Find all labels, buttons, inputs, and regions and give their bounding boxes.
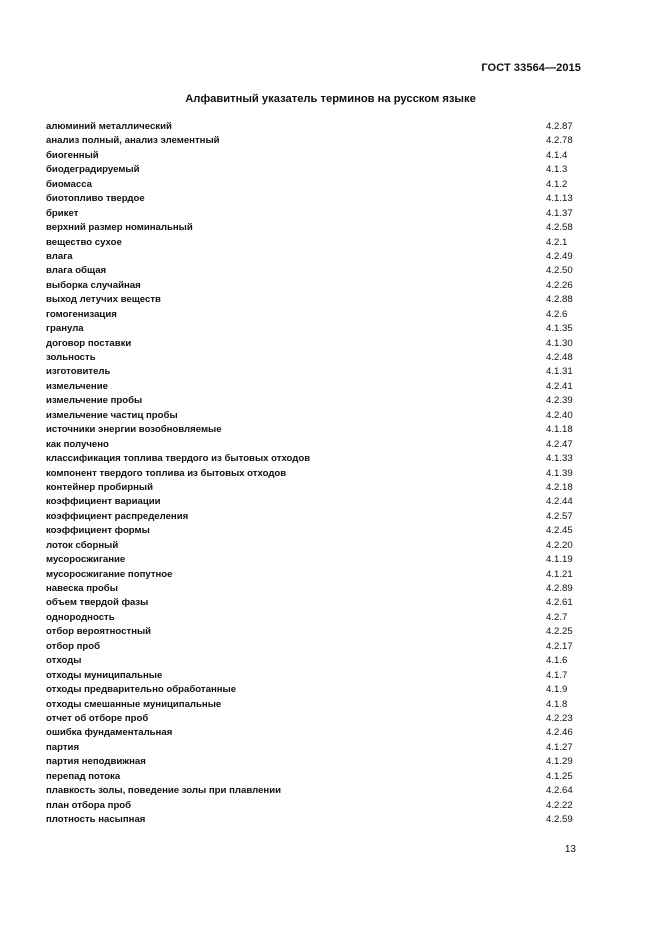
index-term: отходы смешанные муниципальные xyxy=(46,698,222,710)
index-entry xyxy=(46,365,578,379)
index-entry xyxy=(46,250,578,264)
index-reference: 4.2.44 xyxy=(546,496,573,508)
page-number: 13 xyxy=(564,844,576,855)
index-entry xyxy=(46,698,578,712)
index-term: выборка случайная xyxy=(46,279,141,291)
index-reference: 4.2.57 xyxy=(546,510,573,522)
index-entry xyxy=(46,726,578,740)
index-reference: 4.1.31 xyxy=(546,366,573,378)
index-term: план отбора проб xyxy=(46,799,132,811)
index-entry xyxy=(46,741,578,755)
index-title: Алфавитный указатель терминов на русском языке xyxy=(185,93,476,105)
index-term: партия xyxy=(46,741,80,753)
index-term: навеска пробы xyxy=(46,583,118,594)
index-entry xyxy=(46,134,578,148)
index-term: коэффициент вариации xyxy=(46,496,161,508)
index-reference: 4.2.22 xyxy=(546,799,573,811)
index-reference: 4.2.47 xyxy=(546,438,573,450)
index-entry xyxy=(46,394,578,408)
index-term: гомогенизация xyxy=(46,308,117,320)
index-entry xyxy=(46,192,578,206)
index-reference: 4.1.13 xyxy=(546,193,573,205)
index-entry xyxy=(46,524,578,538)
index-entry xyxy=(46,654,578,668)
index-reference: 4.2.17 xyxy=(546,640,573,652)
index-reference: 4.1.6 xyxy=(546,655,568,667)
index-entry xyxy=(46,481,578,495)
index-term: биодеградируемый xyxy=(46,164,140,176)
index-term: отходы xyxy=(46,655,82,667)
index-term: лоток сборный xyxy=(46,539,119,551)
index-entry xyxy=(46,640,578,654)
index-term: биотопливо твердое xyxy=(46,193,145,205)
index-entry xyxy=(46,293,578,307)
index-term: зольность xyxy=(46,352,96,363)
index-entry xyxy=(46,351,578,365)
index-term: биогенный xyxy=(46,149,99,161)
index-term: коэффициент формы xyxy=(46,525,150,537)
index-term: отходы предварительно обработанные xyxy=(46,684,237,696)
index-reference: 4.1.2 xyxy=(546,178,568,190)
index-reference: 4.2.1 xyxy=(546,236,568,248)
index-term: компонент твердого топлива из бытовых отходов xyxy=(46,467,287,479)
index-reference: 4.2.39 xyxy=(546,395,573,407)
index-entry xyxy=(46,337,578,351)
index-entry xyxy=(46,669,578,683)
index-entry xyxy=(46,163,578,177)
index-term: гранула xyxy=(46,323,84,335)
index-entry xyxy=(46,813,578,827)
index-entry xyxy=(46,495,578,509)
index-entry xyxy=(46,236,578,250)
index-entry xyxy=(46,264,578,278)
index-entry xyxy=(46,178,578,192)
index-reference: 4.2.61 xyxy=(546,597,573,609)
index-reference: 4.2.49 xyxy=(546,250,573,262)
index-reference: 4.2.23 xyxy=(546,712,573,724)
index-entry xyxy=(46,611,578,625)
index-entry xyxy=(46,784,578,798)
index-term: отчет об отборе проб xyxy=(46,712,149,724)
index-term: отбор проб xyxy=(46,640,101,652)
index-entry xyxy=(46,553,578,567)
term-index-list xyxy=(46,120,578,827)
index-term: однородность xyxy=(46,611,115,623)
index-reference: 4.1.27 xyxy=(546,741,573,753)
index-term: измельчение xyxy=(46,380,108,392)
index-entry xyxy=(46,582,578,596)
index-entry xyxy=(46,712,578,726)
index-term: договор поставки xyxy=(46,337,132,349)
index-term: алюминий металлический xyxy=(46,121,172,132)
index-reference: 4.1.9 xyxy=(546,684,568,696)
index-entry xyxy=(46,380,578,394)
index-entry xyxy=(46,755,578,769)
index-reference: 4.1.4 xyxy=(546,149,568,161)
index-reference: 4.2.48 xyxy=(546,352,573,363)
index-entry xyxy=(46,770,578,784)
index-term: вещество сухое xyxy=(46,236,122,248)
index-term: мусоросжигание попутное xyxy=(46,568,173,580)
index-term: как получено xyxy=(46,438,109,450)
index-term: ошибка фундаментальная xyxy=(46,727,173,739)
index-term: биомасса xyxy=(46,178,92,190)
index-entry xyxy=(46,539,578,553)
index-reference: 4.2.88 xyxy=(546,294,573,306)
index-entry xyxy=(46,596,578,610)
index-entry xyxy=(46,799,578,813)
index-term: коэффициент распределения xyxy=(46,510,189,522)
index-reference: 4.2.20 xyxy=(546,539,573,551)
index-entry xyxy=(46,207,578,221)
index-term: плотность насыпная xyxy=(46,814,146,825)
index-reference: 4.1.21 xyxy=(546,568,573,580)
index-reference: 4.2.41 xyxy=(546,380,573,392)
index-term: верхний размер номинальный xyxy=(46,222,193,234)
index-entry xyxy=(46,452,578,466)
index-reference: 4.2.87 xyxy=(546,121,573,132)
index-reference: 4.1.19 xyxy=(546,554,573,566)
index-term: отбор вероятностный xyxy=(46,626,152,638)
index-reference: 4.2.50 xyxy=(546,265,573,277)
index-reference: 4.2.58 xyxy=(546,222,573,234)
index-term: брикет xyxy=(46,207,79,219)
index-term: партия неподвижная xyxy=(46,756,146,768)
index-reference: 4.2.18 xyxy=(546,481,573,493)
index-term: объем твердой фазы xyxy=(46,597,149,609)
index-entry xyxy=(46,423,578,437)
index-reference: 4.1.18 xyxy=(546,424,573,436)
index-term: контейнер пробирный xyxy=(46,481,154,493)
document-code: ГОСТ 33564—2015 xyxy=(481,62,581,74)
index-entry xyxy=(46,510,578,524)
index-term: источники энергии возобновляемые xyxy=(46,424,222,436)
index-reference: 4.2.89 xyxy=(546,583,573,594)
index-entry xyxy=(46,149,578,163)
index-reference: 4.2.46 xyxy=(546,727,573,739)
index-term: влага xyxy=(46,250,73,262)
index-reference: 4.2.26 xyxy=(546,279,573,291)
index-reference: 4.1.7 xyxy=(546,669,568,681)
index-entry xyxy=(46,322,578,336)
index-reference: 4.1.30 xyxy=(546,337,573,349)
index-entry xyxy=(46,568,578,582)
index-entry xyxy=(46,467,578,481)
index-reference: 4.2.59 xyxy=(546,814,573,825)
index-reference: 4.2.78 xyxy=(546,135,573,147)
index-term: выход летучих веществ xyxy=(46,294,161,306)
index-entry xyxy=(46,279,578,293)
index-reference: 4.2.40 xyxy=(546,409,573,421)
index-reference: 4.1.25 xyxy=(546,770,573,782)
index-entry xyxy=(46,683,578,697)
index-entry xyxy=(46,409,578,423)
index-entry xyxy=(46,308,578,322)
index-term: измельчение частиц пробы xyxy=(46,409,178,421)
index-term: классификация топлива твердого из бытовых отходов xyxy=(46,453,311,465)
index-term: изготовитель xyxy=(46,366,111,378)
index-reference: 4.2.7 xyxy=(546,611,568,623)
index-term: плавкость золы, поведение золы при плавлении xyxy=(46,785,281,797)
index-reference: 4.1.33 xyxy=(546,453,573,465)
index-reference: 4.1.37 xyxy=(546,207,573,219)
index-term: влага общая xyxy=(46,265,107,277)
index-term: измельчение пробы xyxy=(46,395,143,407)
index-term: перепад потока xyxy=(46,770,121,782)
index-reference: 4.2.64 xyxy=(546,785,573,797)
index-entry xyxy=(46,221,578,235)
index-reference: 4.2.45 xyxy=(546,525,573,537)
index-term: анализ полный, анализ элементный xyxy=(46,135,220,147)
index-reference: 4.2.25 xyxy=(546,626,573,638)
index-reference: 4.1.3 xyxy=(546,164,568,176)
index-reference: 4.1.39 xyxy=(546,467,573,479)
index-entry xyxy=(46,625,578,639)
index-term: отходы муниципальные xyxy=(46,669,163,681)
index-term: мусоросжигание xyxy=(46,554,126,566)
index-reference: 4.2.6 xyxy=(546,308,568,320)
index-reference: 4.1.35 xyxy=(546,323,573,335)
index-reference: 4.1.29 xyxy=(546,756,573,768)
index-entry xyxy=(46,120,578,134)
index-reference: 4.1.8 xyxy=(546,698,568,710)
index-entry xyxy=(46,438,578,452)
